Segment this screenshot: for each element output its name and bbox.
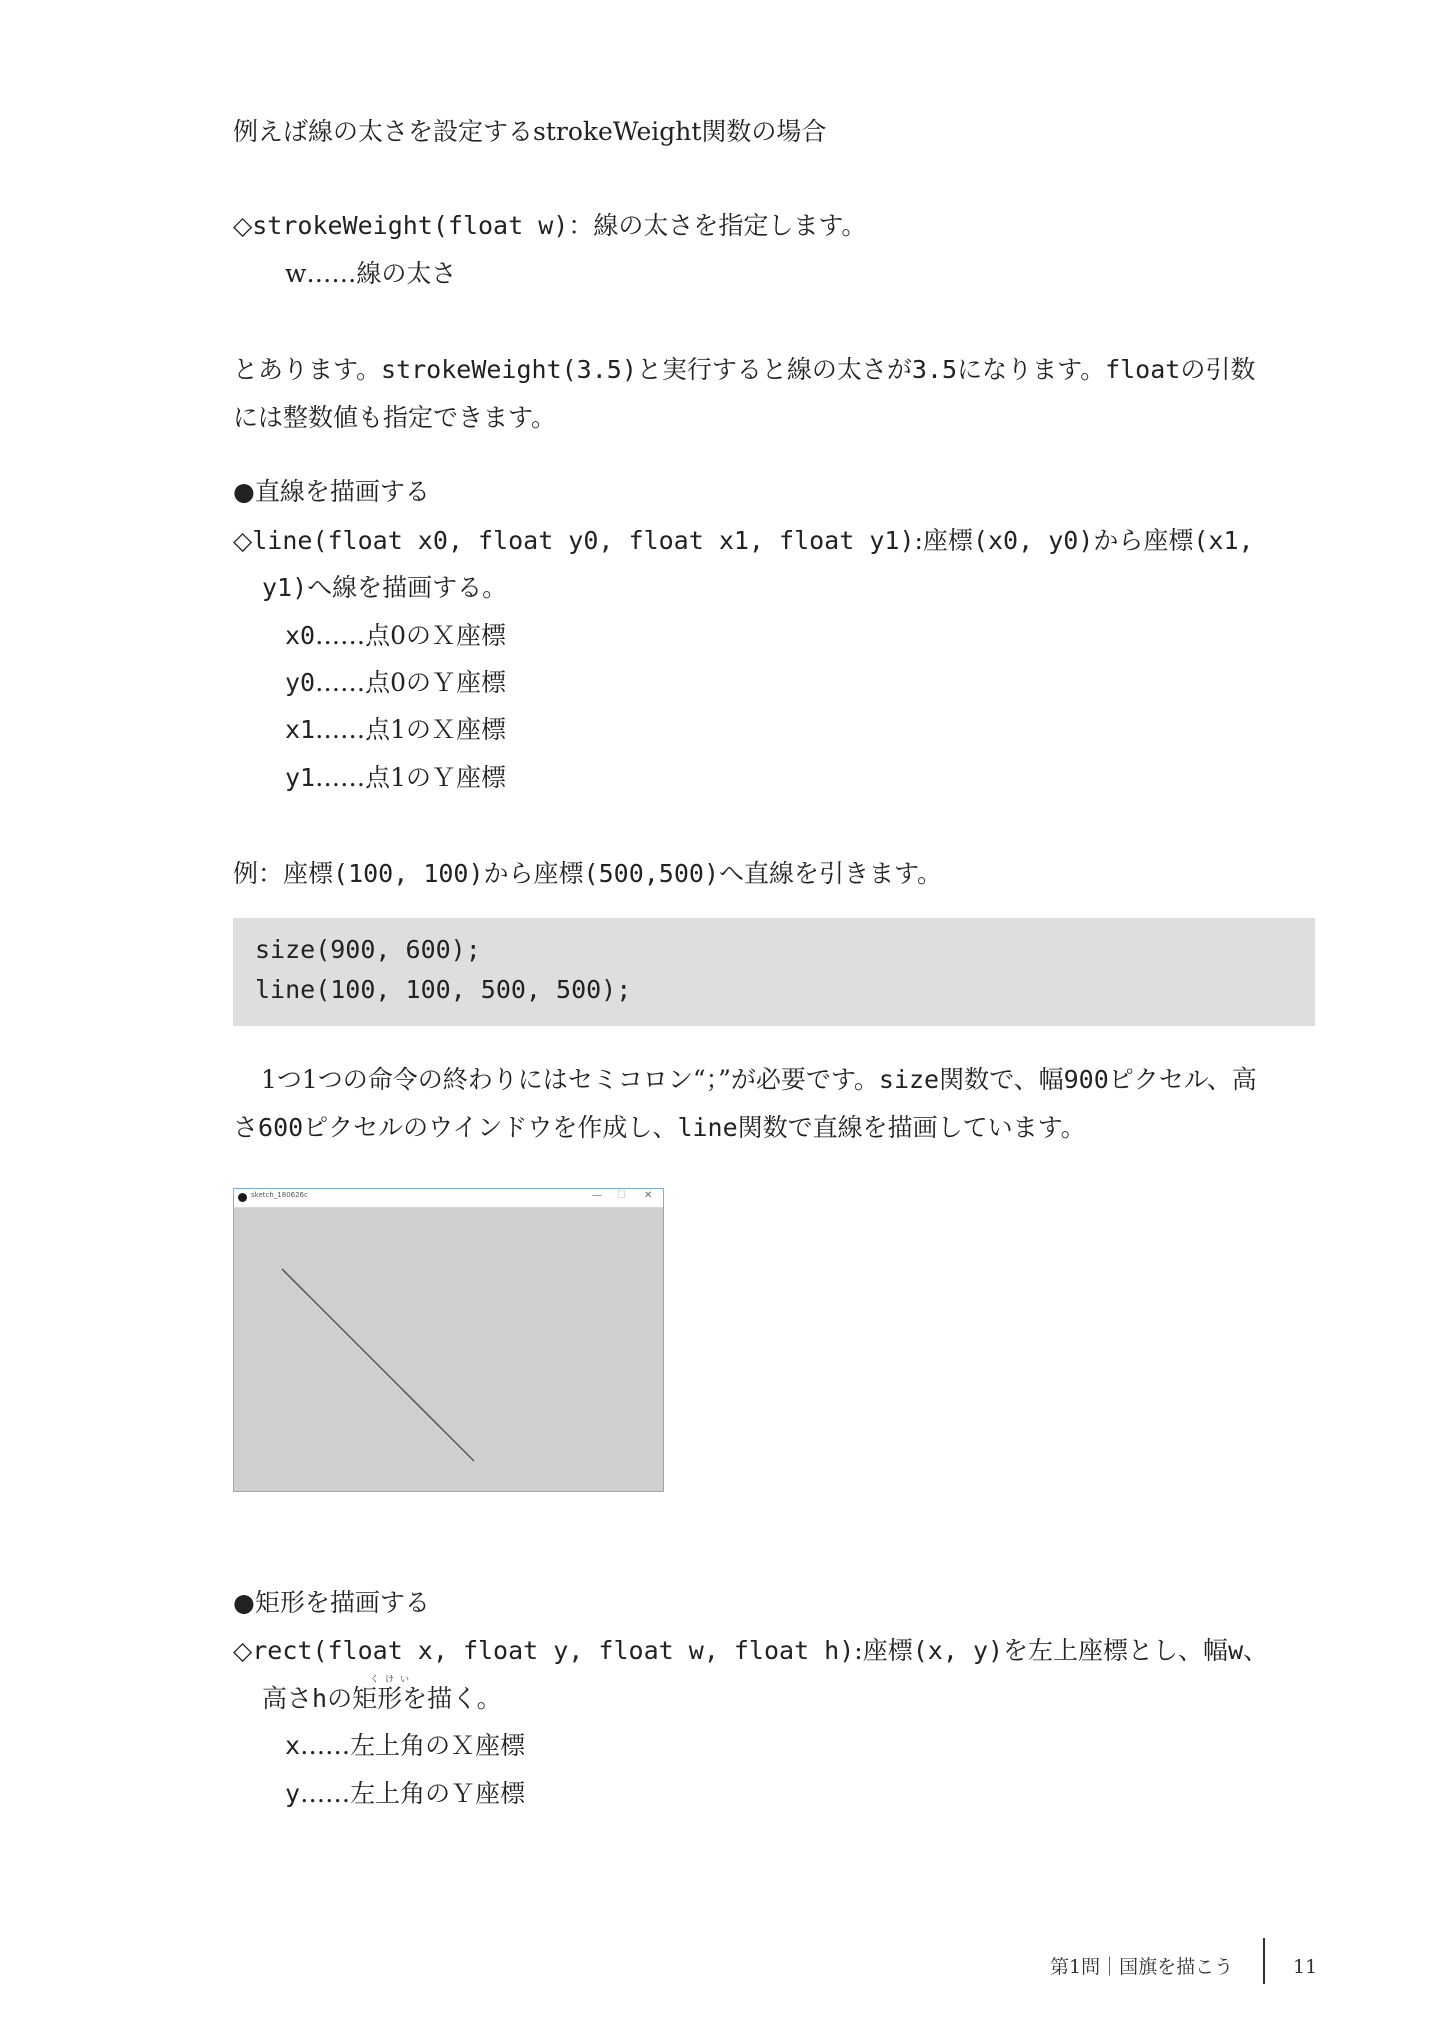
- heading-draw-rect: ●矩形を描画する: [233, 1588, 430, 1617]
- code-block: [233, 918, 1315, 1026]
- footer-separator: [1263, 1938, 1265, 1984]
- line-param-y1: y1……点1のＹ座標: [285, 763, 507, 792]
- maximize-button[interactable]: ☐: [617, 1190, 626, 1201]
- explanation-line2: さ600ピクセルのウインドウを作成し、line関数で直線を描画しています。: [233, 1113, 1086, 1142]
- heading-draw-line: ●直線を描画する: [233, 477, 430, 506]
- line-param-x0: x0……点0のＸ座標: [285, 621, 507, 650]
- drawn-line: [282, 1269, 474, 1461]
- processing-app-icon: [238, 1193, 247, 1202]
- line-signature-continued: y1)へ線を描画する。: [262, 573, 508, 602]
- example-sentence: 例：座標(100, 100)から座標(500,500)へ直線を引きます。: [233, 859, 943, 888]
- footer-chapter: 第1問｜国旗を描こう: [1050, 1956, 1234, 1978]
- strokeweight-signature: ◇strokeWeight(float w)：線の太さを指定します。: [233, 211, 867, 240]
- strokeweight-explanation-line2: には整数値も指定できます。: [233, 403, 557, 432]
- code-line-size: size(900, 600);: [255, 935, 481, 964]
- window-title: sketch_180626c: [251, 1191, 308, 1199]
- rect-ruby: くけい: [370, 1675, 416, 1685]
- strokeweight-explanation-line1: とあります。strokeWeight(3.5)と実行すると線の太さが3.5になります。floatの引数: [233, 355, 1256, 384]
- page-number: 11: [1293, 1956, 1318, 1978]
- sketch-canvas: [234, 1207, 663, 1491]
- intro-paragraph: 例えば線の太さを設定するstrokeWeight関数の場合: [233, 117, 827, 146]
- code-line-line: line(100, 100, 500, 500);: [255, 975, 632, 1004]
- explanation-line1: 1つ1つの命令の終わりにはセミコロン“；”が必要です。size関数で、幅900ピクセル、高: [261, 1065, 1257, 1094]
- strokeweight-param-w: w……線の太さ: [285, 259, 457, 288]
- rect-param-x: x……左上角のＸ座標: [285, 1731, 526, 1760]
- line-signature: ◇line(float x0, float y0, float x1, float y1):座標(x0, y0)から座標(x1,: [233, 526, 1254, 555]
- rect-param-y: y……左上角のＹ座標: [285, 1779, 526, 1808]
- line-param-y0: y0……点0のＹ座標: [285, 668, 507, 697]
- rect-signature: ◇rect(float x, float y, float w, float h):座標(x, y)を左上座標とし、幅w、: [233, 1636, 1269, 1665]
- sketch-window-screenshot: [233, 1188, 664, 1492]
- rect-signature-continued: 高さhの矩形を描く。: [262, 1684, 502, 1713]
- close-button[interactable]: ✕: [644, 1190, 653, 1201]
- minimize-button[interactable]: —: [592, 1190, 602, 1201]
- window-titlebar: [234, 1189, 663, 1208]
- line-param-x1: x1……点1のＸ座標: [285, 715, 507, 744]
